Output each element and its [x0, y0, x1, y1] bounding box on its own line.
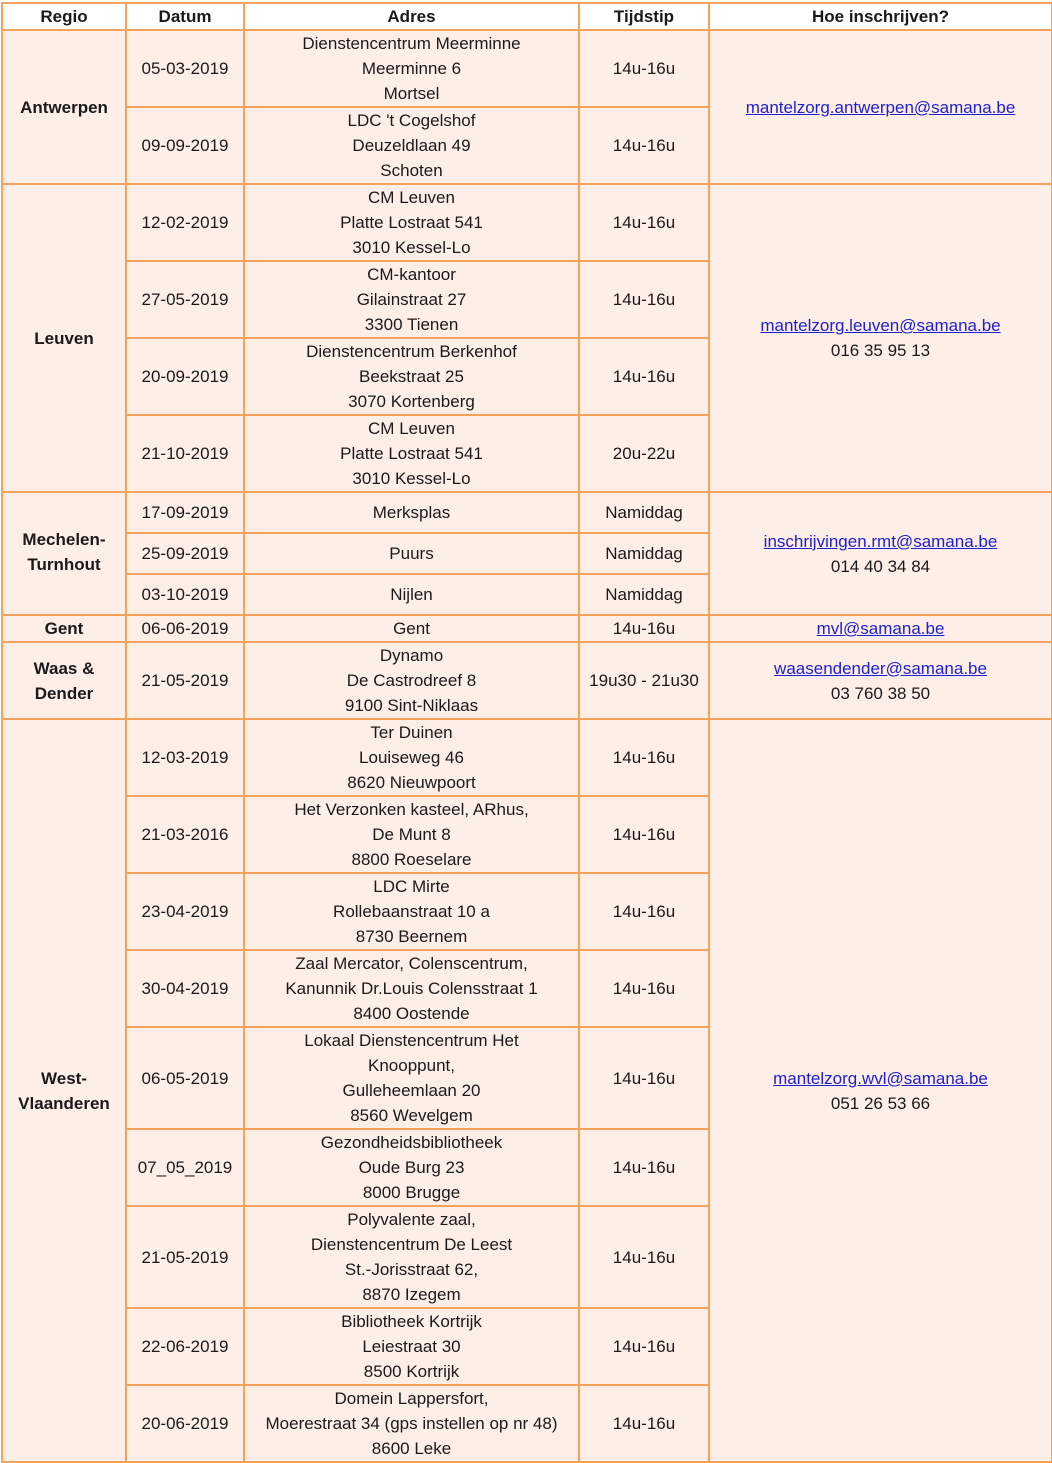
date-cell: 12-03-2019	[126, 719, 244, 796]
address-line: 8400 Oostende	[353, 1004, 470, 1023]
address-cell	[244, 184, 579, 261]
address-line: 3070 Kortenberg	[348, 392, 475, 411]
phone-number: 051 26 53 66	[830, 1093, 931, 1113]
registration-cell	[709, 492, 1052, 615]
address-line: Puurs	[389, 544, 434, 563]
address-line: Het Verzonken kasteel, ARhus,	[294, 800, 529, 819]
time-cell: 14u-16u	[579, 615, 709, 642]
region-cell	[2, 184, 126, 492]
email-link[interactable]: mvl@samana.be	[816, 619, 945, 638]
sessions-table	[1, 2, 1052, 1463]
table-row	[2, 184, 1052, 261]
time-cell: 14u-16u	[579, 1385, 709, 1462]
region-name-line: West-	[41, 1068, 87, 1088]
address-cell	[244, 642, 579, 719]
address-cell	[244, 574, 579, 615]
time-cell: 14u-16u	[579, 261, 709, 338]
time-cell: 14u-16u	[579, 30, 709, 107]
date-cell: 21-05-2019	[126, 1206, 244, 1308]
date-cell: 07_05_2019	[126, 1129, 244, 1206]
address-cell	[244, 415, 579, 492]
region-name-line: Vlaanderen	[18, 1093, 110, 1113]
address-line: Kanunnik Dr.Louis Colensstraat 1	[285, 979, 538, 998]
address-line: Gulleheemlaan 20	[342, 1081, 481, 1100]
email-link[interactable]: waasendender@samana.be	[774, 658, 987, 678]
region-cell	[2, 615, 126, 642]
address-line: Platte Lostraat 541	[340, 444, 483, 463]
region-cell	[2, 30, 126, 184]
table-row	[2, 719, 1052, 796]
header-regio: Regio	[2, 3, 126, 30]
address-line: Leiestraat 30	[362, 1337, 461, 1356]
address-line: Gent	[393, 619, 430, 638]
address-line: 9100 Sint-Niklaas	[344, 696, 479, 715]
date-cell: 30-04-2019	[126, 950, 244, 1027]
phone-number: 016 35 95 13	[830, 341, 931, 360]
address-line: CM-kantoor	[367, 265, 456, 284]
time-cell: 14u-16u	[579, 1129, 709, 1206]
registration-cell	[709, 30, 1052, 184]
address-line: Beekstraat 25	[359, 367, 464, 386]
registration-cell	[709, 719, 1052, 1462]
date-cell: 03-10-2019	[126, 574, 244, 615]
address-cell	[244, 1129, 579, 1206]
address-line: 3010 Kessel-Lo	[352, 238, 471, 257]
address-line: Dynamo	[379, 646, 444, 665]
time-cell: 20u-22u	[579, 415, 709, 492]
region-name-line: Gent	[44, 619, 84, 638]
address-line: 8620 Nieuwpoort	[347, 773, 476, 792]
email-link[interactable]: inschrijvingen.rmt@samana.be	[763, 531, 998, 551]
email-link[interactable]: mantelzorg.leuven@samana.be	[760, 316, 1001, 335]
time-cell: 14u-16u	[579, 107, 709, 184]
phone-number: 014 40 34 84	[830, 556, 931, 576]
table-row	[2, 30, 1052, 107]
time-cell: 14u-16u	[579, 338, 709, 415]
region-name-line: Waas &	[33, 658, 95, 678]
address-cell	[244, 1027, 579, 1129]
phone-number: 03 760 38 50	[830, 683, 931, 703]
region-name-line: Antwerpen	[20, 97, 108, 117]
address-cell	[244, 492, 579, 533]
address-cell	[244, 615, 579, 642]
time-cell: 14u-16u	[579, 796, 709, 873]
date-cell: 21-05-2019	[126, 642, 244, 719]
region-name-line: Turnhout	[27, 555, 101, 574]
date-cell: 06-05-2019	[126, 1027, 244, 1129]
address-line: Knooppunt,	[368, 1056, 455, 1075]
time-cell: 14u-16u	[579, 719, 709, 796]
table-body	[2, 30, 1052, 1462]
address-line: Nijlen	[390, 585, 433, 604]
address-cell	[244, 30, 579, 107]
time-cell: 14u-16u	[579, 1206, 709, 1308]
time-cell: Namiddag	[579, 574, 709, 615]
address-line: Rollebaanstraat 10 a	[333, 902, 490, 921]
address-cell	[244, 719, 579, 796]
address-cell	[244, 107, 579, 184]
address-line: Zaal Mercator, Colenscentrum,	[295, 954, 528, 973]
address-line: Moerestraat 34 (gps instellen op nr 48)	[265, 1414, 558, 1433]
date-cell: 21-10-2019	[126, 415, 244, 492]
time-cell: 14u-16u	[579, 873, 709, 950]
address-cell	[244, 796, 579, 873]
time-cell: 14u-16u	[579, 184, 709, 261]
address-cell	[244, 1308, 579, 1385]
address-line: Dienstencentrum Meerminne	[302, 34, 521, 53]
date-cell: 21-03-2016	[126, 796, 244, 873]
time-cell: 14u-16u	[579, 1027, 709, 1129]
address-line: Gezondheidsbibliotheek	[320, 1133, 503, 1152]
date-cell: 20-09-2019	[126, 338, 244, 415]
address-cell	[244, 533, 579, 574]
address-line: Domein Lappersfort,	[334, 1389, 489, 1408]
address-line: Bibliotheek Kortrijk	[341, 1312, 482, 1331]
address-line: CM Leuven	[368, 419, 455, 438]
address-line: 8560 Wevelgem	[350, 1106, 473, 1125]
address-line: 8870 Izegem	[362, 1285, 461, 1304]
address-cell	[244, 338, 579, 415]
header-datum: Datum	[126, 3, 244, 30]
time-cell: 14u-16u	[579, 1308, 709, 1385]
address-line: LDC 't Cogelshof	[347, 111, 476, 130]
region-cell	[2, 719, 126, 1462]
region-cell	[2, 642, 126, 719]
address-line: 8730 Beernem	[355, 927, 468, 946]
address-cell	[244, 950, 579, 1027]
address-line: Dienstencentrum De Leest	[310, 1235, 513, 1254]
date-cell: 20-06-2019	[126, 1385, 244, 1462]
date-cell: 09-09-2019	[126, 107, 244, 184]
address-line: Ter Duinen	[370, 723, 453, 742]
registration-cell	[709, 184, 1052, 492]
address-line: St.-Jorisstraat 62,	[344, 1260, 479, 1279]
address-line: Oude Burg 23	[358, 1158, 465, 1177]
date-cell: 27-05-2019	[126, 261, 244, 338]
table-row	[2, 642, 1052, 719]
address-line: Merksplas	[372, 503, 451, 522]
address-line: Platte Lostraat 541	[340, 213, 483, 232]
address-line: 3300 Tienen	[364, 315, 459, 334]
region-name-line: Leuven	[34, 328, 94, 348]
date-cell: 17-09-2019	[126, 492, 244, 533]
header-inschrijven: Hoe inschrijven?	[709, 3, 1052, 30]
registration-cell	[709, 615, 1052, 642]
header-row	[2, 3, 1052, 30]
date-cell: 22-06-2019	[126, 1308, 244, 1385]
time-cell: 14u-16u	[579, 950, 709, 1027]
table-row	[2, 492, 1052, 533]
address-line: LDC Mirte	[373, 877, 450, 896]
address-line: Lokaal Dienstencentrum Het	[304, 1031, 519, 1050]
address-line: Dienstencentrum Berkenhof	[306, 342, 517, 361]
time-cell: Namiddag	[579, 492, 709, 533]
address-line: Polyvalente zaal,	[347, 1210, 476, 1229]
address-line: Gilainstraat 27	[356, 290, 467, 309]
address-cell	[244, 873, 579, 950]
address-line: De Munt 8	[372, 825, 451, 844]
address-line: 8800 Roeselare	[351, 850, 472, 869]
address-line: 8000 Brugge	[362, 1183, 461, 1202]
table-row	[2, 615, 1052, 642]
address-cell	[244, 1206, 579, 1308]
address-line: CM Leuven	[368, 188, 455, 207]
address-cell	[244, 1385, 579, 1462]
time-cell: 19u30 - 21u30	[579, 642, 709, 719]
address-line: De Castrodreef 8	[346, 671, 477, 690]
date-cell: 23-04-2019	[126, 873, 244, 950]
header-adres: Adres	[244, 3, 579, 30]
address-line: 8500 Kortrijk	[363, 1362, 460, 1381]
address-cell	[244, 261, 579, 338]
address-line: Meerminne 6	[361, 59, 462, 78]
address-line: Deuzeldlaan 49	[352, 136, 471, 155]
email-link[interactable]: mantelzorg.wvl@samana.be	[773, 1068, 988, 1088]
address-line: Mortsel	[383, 84, 440, 103]
address-line: 8600 Leke	[371, 1439, 452, 1458]
region-cell	[2, 492, 126, 615]
registration-cell	[709, 642, 1052, 719]
email-link[interactable]: mantelzorg.antwerpen@samana.be	[745, 97, 1016, 117]
address-line: Schoten	[380, 161, 443, 180]
address-line: Louiseweg 46	[359, 748, 464, 767]
date-cell: 12-02-2019	[126, 184, 244, 261]
date-cell: 05-03-2019	[126, 30, 244, 107]
region-name-line: Dender	[34, 683, 94, 703]
address-line: 3010 Kessel-Lo	[352, 469, 471, 488]
date-cell: 25-09-2019	[126, 533, 244, 574]
header-tijdstip: Tijdstip	[579, 3, 709, 30]
time-cell: Namiddag	[579, 533, 709, 574]
date-cell: 06-06-2019	[126, 615, 244, 642]
region-name-line: Mechelen-	[22, 530, 106, 549]
